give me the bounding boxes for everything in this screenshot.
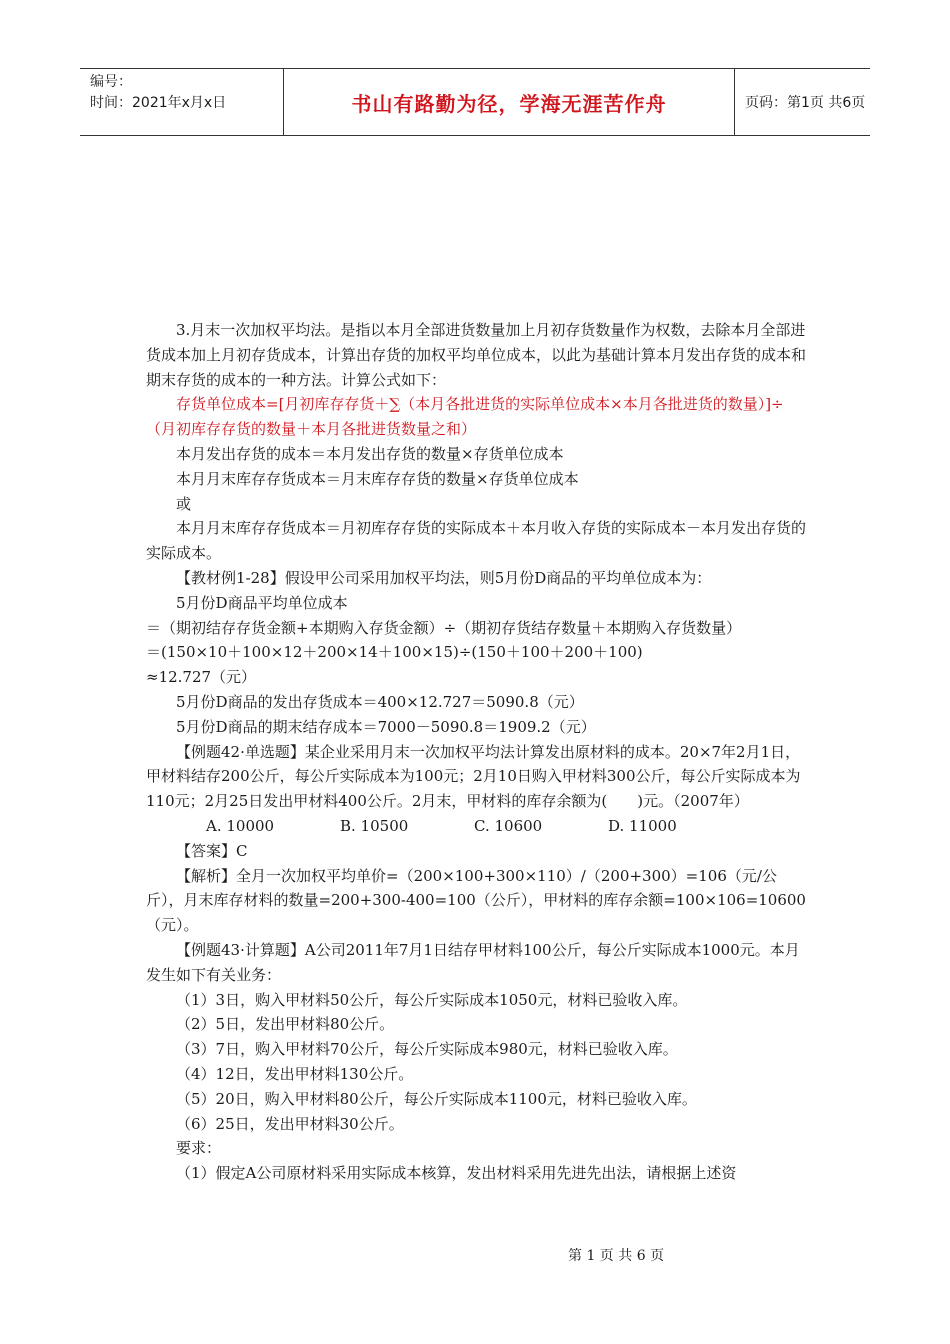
or-text: 或 bbox=[176, 494, 192, 513]
example-1-28: 【教材例1-28】假设甲公司采用加权平均法，则5月份D商品的平均单位成本为： bbox=[176, 568, 712, 587]
calc-line: ＝(150×10＋100×12＋200×14＋100×15)÷(150＋100＋200＋100) bbox=[146, 643, 643, 662]
list-item: （6）25日，发出甲材料30公斤。 bbox=[176, 1114, 404, 1133]
motto: 书山有路勤为径，学海无涯苦作舟 bbox=[351, 91, 667, 116]
formula-ending-cost: 本月月末库存存货成本＝月末库存存货的数量×存货单位成本 bbox=[176, 469, 579, 488]
calc-line: 5月份D商品的发出存货成本＝400×12.727＝5090.8（元） bbox=[176, 692, 584, 711]
option-d: D. 11000 bbox=[608, 816, 677, 835]
document-body bbox=[146, 318, 808, 1186]
list-item: （4）12日，发出甲材料130公斤。 bbox=[176, 1064, 414, 1083]
time-label: 时间：2021年x月x日 bbox=[90, 95, 227, 111]
calc-line: 5月份D商品平均单位成本 bbox=[176, 593, 348, 612]
option-a: A. 10000 bbox=[206, 816, 275, 835]
calc-line: ≈12.727（元） bbox=[146, 668, 257, 687]
list-item: （3）7日，购入甲材料70公斤，每公斤实际成本980元，材料已验收入库。 bbox=[176, 1040, 678, 1059]
list-item: （1）3日，购入甲材料50公斤，每公斤实际成本1050元，材料已验收入库。 bbox=[176, 990, 688, 1009]
list-item: （2）5日，发出甲材料80公斤。 bbox=[176, 1015, 395, 1034]
answer: 【答案】C bbox=[176, 841, 248, 860]
formula-issue-cost: 本月发出存货的成本＝本月发出存货的数量×存货单位成本 bbox=[176, 444, 564, 463]
header-page-cell bbox=[735, 69, 870, 135]
number-label: 编号： bbox=[90, 74, 132, 90]
calc-line: 5月份D商品的期末结存成本＝7000－5090.8＝1909.2（元） bbox=[176, 717, 596, 736]
requirement: 要求： bbox=[176, 1139, 222, 1158]
formula-ending-cost-alt: 本月月末库存存货成本＝月初库存存货的实际成本＋本月收入存货的实际成本－本月发出存货的实际成本。 bbox=[146, 519, 807, 563]
analysis: 【解析】全月一次加权平均单价=（200×100+300×110）/（200+300）=106（元/公斤），月末库存材料的数量=200+300-400=100（公斤），甲材料的库存余额=100×106=10600（元）。 bbox=[146, 866, 806, 935]
page-header bbox=[80, 68, 870, 136]
list-item: （5）20日，购入甲材料80公斤，每公斤实际成本1100元，材料已验收入库。 bbox=[176, 1089, 697, 1108]
calc-line: ＝（期初结存存货金额+本期购入存货金额）÷（期初存货结存数量＋本期购入存货数量） bbox=[146, 618, 742, 637]
answer-options bbox=[146, 814, 808, 839]
page-footer: 第 1 页 共 6 页 bbox=[568, 1248, 665, 1264]
formula-unit-cost: 存货单位成本=[月初库存存货＋∑（本月各批进货的实际单位成本×本月各批进货的数量）]÷（月初库存存货的数量＋本月各批进货数量之和） bbox=[146, 395, 784, 439]
option-c: C. 10600 bbox=[474, 816, 543, 835]
question-43: 【例题43·计算题】A公司2011年7月1日结存甲材料100公斤，每公斤实际成本1000元。本月发生如下有关业务： bbox=[146, 940, 800, 984]
header-meta bbox=[80, 69, 283, 135]
page-code: 页码：第1页 共6页 bbox=[745, 95, 866, 111]
header-motto-cell bbox=[283, 69, 735, 135]
option-b: B. 10500 bbox=[340, 816, 409, 835]
question-42: 【例题42·单选题】某企业采用月末一次加权平均法计算发出原材料的成本。20×7年2月1日，甲材料结存200公斤，每公斤实际成本为100元；2月10日购入甲材料300公斤，每公斤实际成本为110元；2月25日发出甲材料400公斤。2月末，甲材料的库存余额为( )元。（2007年） bbox=[146, 742, 801, 811]
requirement-1: （1）假定A公司原材料采用实际成本核算，发出材料采用先进先出法，请根据上述资 bbox=[176, 1164, 737, 1183]
paragraph-method: 3.月末一次加权平均法。是指以本月全部进货数量加上月初存货数量作为权数，去除本月全部进货成本加上月初存货成本，计算出存货的加权平均单位成本，以此为基础计算本月发出存货的成本和期末存货的成本的一种方法。计算公式如下： bbox=[146, 321, 807, 389]
